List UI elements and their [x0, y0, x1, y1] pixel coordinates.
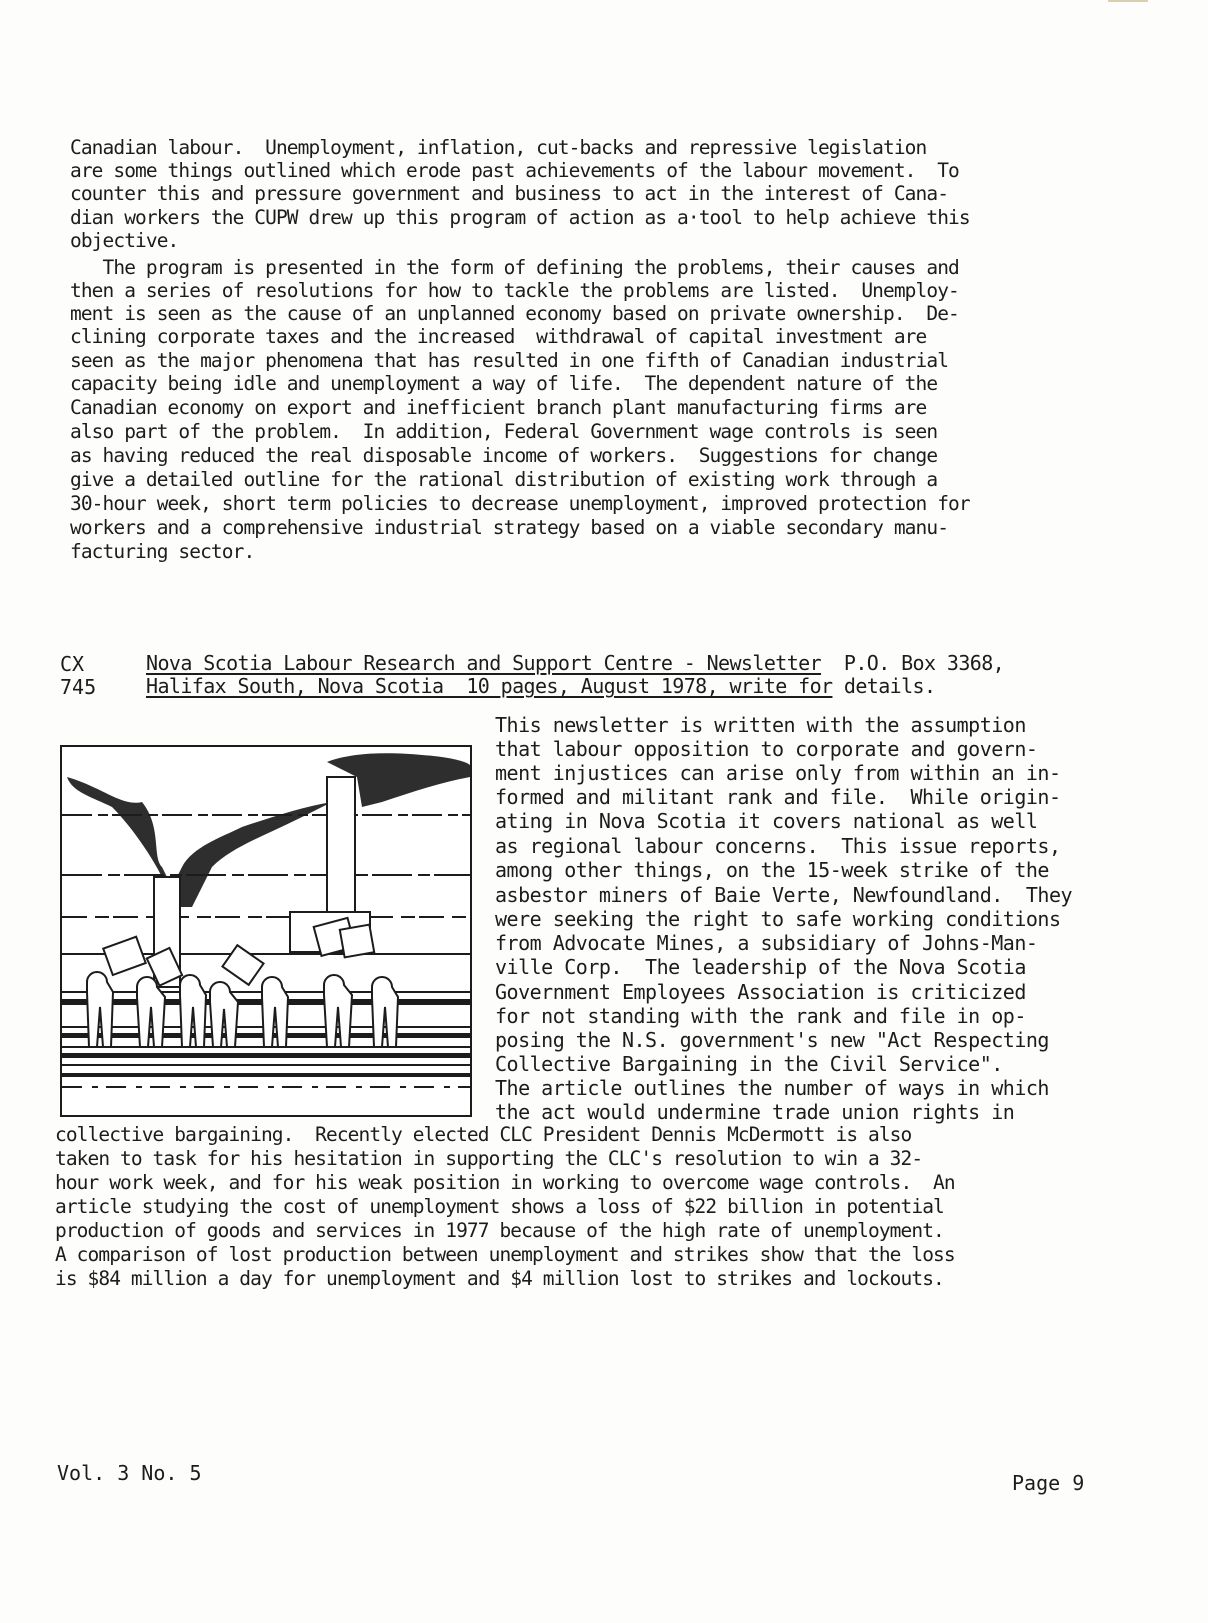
entry-address: P.O. Box 3368,	[821, 651, 1005, 675]
text-line: formed and militant rank and file. While origin-	[495, 785, 1061, 809]
text-line: posing the N.S. government's new "Act Respecting	[495, 1028, 1049, 1052]
text-line: counter this and pressure government and business to act in the interest of Cana-	[70, 182, 949, 205]
page-number: Page 9	[1012, 1471, 1085, 1495]
factory-protest-drawing	[62, 747, 470, 1115]
entry-details-tail: details.	[832, 674, 936, 698]
text-line: dian workers the CUPW drew up this program of action as a·tool to help achieve this	[70, 206, 970, 229]
text-line: Canadian labour. Unemployment, inflation, cut-backs and repressive legislation	[70, 136, 927, 159]
text-line: objective.	[70, 229, 179, 252]
text-line: among other things, on the 15-week strike of the	[495, 858, 1049, 882]
scan-mark	[1108, 0, 1148, 2]
text-line: then a series of resolutions for how to tackle the problems are listed. Unemploy-	[70, 279, 959, 302]
text-line: ment injustices can arise only from within an in-	[495, 761, 1061, 785]
text-line: give a detailed outline for the rational distribution of existing work through a	[70, 468, 938, 491]
text-line: 30-hour week, short term policies to decrease unemployment, improved protection for	[70, 492, 970, 515]
text-line: hour work week, and for his weak position in working to overcome wage controls. An	[55, 1171, 955, 1194]
text-line: The program is presented in the form of defining the problems, their causes and	[70, 256, 959, 279]
text-line: This newsletter is written with the assumption	[495, 713, 1026, 737]
entry-details-line	[146, 675, 935, 697]
text-line: article studying the cost of unemployment shows a loss of $22 billion in potential	[55, 1195, 944, 1218]
text-line: asbestor miners of Baie Verte, Newfoundland. They	[495, 883, 1073, 907]
text-line: ville Corp. The leadership of the Nova Scotia	[495, 955, 1026, 979]
illustration-picket-line	[60, 745, 472, 1117]
text-line: Canadian economy on export and inefficient branch plant manufacturing firms are	[70, 396, 927, 419]
text-line: ating in Nova Scotia it covers national as well	[495, 809, 1038, 833]
text-line: for not standing with the rank and file in op-	[495, 1004, 1026, 1028]
text-line: A comparison of lost production between unemployment and strikes show that the loss	[55, 1243, 955, 1266]
text-line: were seeking the right to safe working conditions	[495, 907, 1061, 931]
volume-number: Vol. 3 No. 5	[57, 1461, 202, 1485]
text-line: as regional labour concerns. This issue reports,	[495, 834, 1061, 858]
smoke-clouds	[67, 753, 470, 907]
text-line: seen as the major phenomena that has resulted in one fifth of Canadian industrial	[70, 349, 949, 372]
text-line: are some things outlined which erode past achievements of the labour movement. To	[70, 159, 959, 182]
text-line: workers and a comprehensive industrial strategy based on a viable secondary manu-	[70, 516, 949, 539]
text-line: production of goods and services in 1977 because of the high rate of unemployment.	[55, 1219, 944, 1242]
text-line: Government Employees Association is criticized	[495, 980, 1026, 1004]
entry-code-prefix: CX	[60, 652, 85, 676]
text-line: is $84 million a day for unemployment and $4 million lost to strikes and lockouts.	[55, 1267, 944, 1290]
entry-location-pages-date: Halifax South, Nova Scotia 10 pages, August 1978, write for	[146, 674, 833, 698]
text-line: as having reduced the real disposable income of workers. Suggestions for change	[70, 444, 938, 467]
text-line: capacity being idle and unemployment a way of life. The dependent nature of the	[70, 372, 938, 395]
text-line: also part of the problem. In addition, Federal Government wage controls is seen	[70, 420, 938, 443]
entry-code-number: 745	[60, 675, 97, 699]
text-line: clining corporate taxes and the increased withdrawal of capital investment are	[70, 325, 927, 348]
text-line: collective bargaining. Recently elected CLC President Dennis McDermott is also	[55, 1123, 912, 1146]
text-line: ment is seen as the cause of an unplanned economy based on private ownership. De-	[70, 302, 959, 325]
entry-title-line	[146, 652, 1004, 674]
text-line: The article outlines the number of ways in which	[495, 1076, 1049, 1100]
text-line: from Advocate Mines, a subsidiary of Johns-Man-	[495, 931, 1038, 955]
text-line: facturing sector.	[70, 540, 255, 563]
text-line: Collective Bargaining in the Civil Service".	[495, 1052, 1003, 1076]
entry-title: Nova Scotia Labour Research and Support Centre - Newsletter	[146, 651, 822, 675]
text-line: taken to task for his hesitation in supporting the CLC's resolution to win a 32-	[55, 1147, 923, 1170]
text-line: the act would undermine trade union rights in	[495, 1100, 1015, 1124]
text-line: that labour opposition to corporate and govern-	[495, 737, 1038, 761]
